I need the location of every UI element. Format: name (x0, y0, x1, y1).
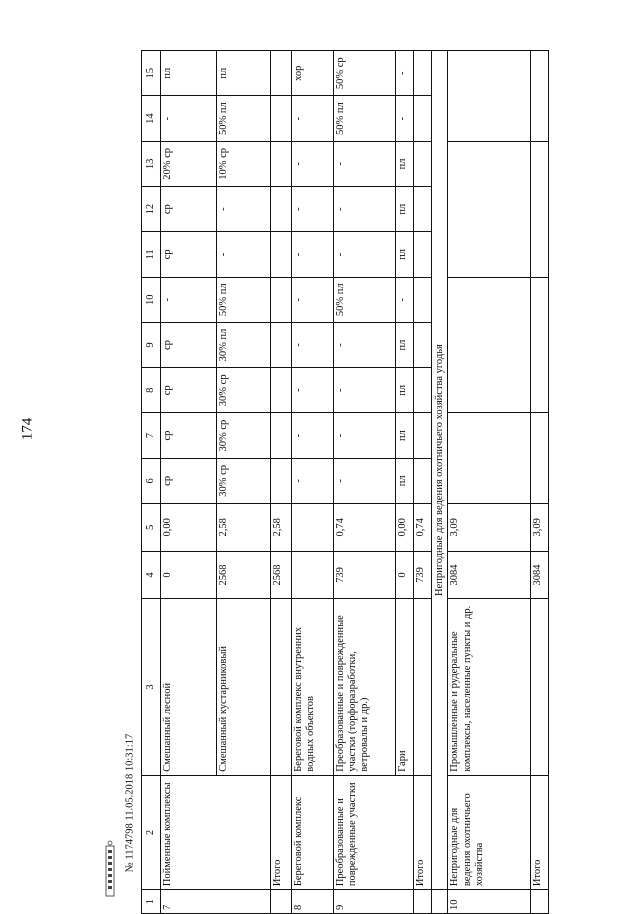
share-cell: 0,74 (333, 504, 395, 552)
table-row (292, 51, 333, 914)
quality-cell: - (292, 277, 333, 322)
quality-cell: 50% ср (333, 51, 395, 96)
header-cell: 2 (142, 775, 161, 889)
area-cell: 2568 (216, 551, 271, 599)
table-row (160, 51, 216, 914)
logo-stamp-icon (103, 840, 117, 900)
area-cell (292, 551, 333, 599)
quality-cell: ср (160, 413, 216, 458)
quality-cell: пл (395, 368, 414, 413)
quality-cell: пл (395, 187, 414, 232)
quality-cell: 50% пл (216, 96, 271, 141)
complex-name-cell: Береговой комплекс (292, 775, 333, 889)
quality-cell: - (292, 96, 333, 141)
habitat-type-cell: Смешанный кустарниковый (216, 599, 271, 775)
area-cell: 3084 (448, 551, 531, 599)
table-row-total (271, 51, 292, 914)
quality-cell: - (333, 322, 395, 367)
area-cell: 0 (160, 551, 216, 599)
habitat-type-cell: Промышленные и рудеральные комплексы, населенные пункты и др. (448, 599, 531, 775)
quality-cell: пл (395, 232, 414, 277)
quality-cell: 30% ср (216, 368, 271, 413)
quality-cell: - (292, 458, 333, 503)
header-cell: 13 (142, 141, 161, 186)
quality-cell: - (216, 232, 271, 277)
hunting-grounds-table (141, 50, 549, 914)
quality-cell: - (292, 413, 333, 458)
row-number-cell: 10 (448, 890, 531, 914)
quality-cell: - (333, 232, 395, 277)
header-cell: 8 (142, 368, 161, 413)
quality-cell: - (333, 368, 395, 413)
share-cell: 3,09 (448, 504, 531, 552)
header-cell: 3 (142, 599, 161, 775)
quality-cell: - (292, 368, 333, 413)
habitat-type-cell: Береговой комплекс внутренних водных объектов (292, 599, 333, 775)
section-title: Непригодные для ведения охотничьего хозяйства угодья (431, 51, 448, 890)
header-cell: 1 (142, 890, 161, 914)
share-cell: 2,58 (216, 504, 271, 552)
row-number-cell: 8 (292, 890, 333, 914)
table-header-row (142, 51, 161, 914)
header-cell: 15 (142, 51, 161, 96)
quality-cell: хор (292, 51, 333, 96)
table-row-total (414, 51, 432, 914)
complex-name-cell: Пойменные комплексы (160, 775, 271, 889)
table-row-total (531, 51, 549, 914)
quality-cell: 50% пл (333, 277, 395, 322)
quality-cell: - (395, 96, 414, 141)
document-registration-stamp: № 1174798 11.05.2018 10:31:17 (124, 733, 135, 873)
header-cell: 7 (142, 413, 161, 458)
share-cell: 0,00 (395, 504, 414, 552)
header-cell: 5 (142, 504, 161, 552)
total-label-cell: Итого (271, 775, 292, 889)
row-number-cell: 9 (333, 890, 414, 914)
header-cell: 9 (142, 322, 161, 367)
quality-cell: 50% пл (216, 277, 271, 322)
quality-cell: ср (160, 368, 216, 413)
header-cell: 10 (142, 277, 161, 322)
quality-cell: - (395, 51, 414, 96)
complex-name-cell: Преобразованные и поврежденные участки (333, 775, 414, 889)
share-cell: 0,74 (414, 504, 432, 552)
total-label-cell: Итого (531, 775, 549, 889)
quality-cell: - (395, 277, 414, 322)
quality-cell: пл (395, 322, 414, 367)
quality-cell: ср (160, 232, 216, 277)
quality-cell: - (160, 96, 216, 141)
quality-cell: пл (395, 413, 414, 458)
table-row (448, 51, 531, 914)
quality-cell: пл (395, 141, 414, 186)
habitat-type-cell: Гари (395, 599, 414, 775)
quality-cell: ср (160, 187, 216, 232)
share-cell: 3,09 (531, 504, 549, 552)
quality-cell: - (333, 187, 395, 232)
section-header-row (431, 51, 448, 914)
header-cell: 11 (142, 232, 161, 277)
habitat-type-cell: Преобразованные и поврежденные участки (торфоразработки, ветровалы и др.) (333, 599, 395, 775)
quality-cell: - (160, 277, 216, 322)
quality-cell: - (333, 413, 395, 458)
quality-cell: 50% пл (333, 96, 395, 141)
share-cell: 2,58 (271, 504, 292, 552)
hunting-grounds-table-container (141, 50, 549, 914)
quality-cell: ср (160, 458, 216, 503)
habitat-type-cell: Смешанный лесной (160, 599, 216, 775)
quality-cell: 30% ср (216, 458, 271, 503)
area-cell: 3084 (531, 551, 549, 599)
table-row (333, 51, 395, 914)
complex-name-cell: Непригодные для ведения охотничьего хозяйства (448, 775, 531, 889)
area-cell: 739 (333, 551, 395, 599)
quality-cell: 10% ср (216, 141, 271, 186)
area-cell: 739 (414, 551, 432, 599)
quality-cell: пл (160, 51, 216, 96)
header-cell: 12 (142, 187, 161, 232)
share-cell (292, 504, 333, 552)
quality-cell: - (333, 141, 395, 186)
quality-cell: - (216, 187, 271, 232)
quality-cell: - (292, 322, 333, 367)
quality-cell: - (292, 232, 333, 277)
quality-cell: пл (216, 51, 271, 96)
quality-cell: - (333, 458, 395, 503)
header-cell: 4 (142, 551, 161, 599)
quality-cell: ср (160, 322, 216, 367)
area-cell: 2568 (271, 551, 292, 599)
quality-cell: 30% ср (216, 413, 271, 458)
quality-cell: пл (395, 458, 414, 503)
total-label-cell: Итого (414, 775, 432, 889)
header-cell: 14 (142, 96, 161, 141)
share-cell: 0,00 (160, 504, 216, 552)
header-cell: 6 (142, 458, 161, 503)
page-number: 174 (19, 417, 35, 441)
quality-cell: 20% ср (160, 141, 216, 186)
row-number-cell: 7 (160, 890, 271, 914)
quality-cell: - (292, 187, 333, 232)
quality-cell: - (292, 141, 333, 186)
quality-cell: 30% пл (216, 322, 271, 367)
area-cell: 0 (395, 551, 414, 599)
